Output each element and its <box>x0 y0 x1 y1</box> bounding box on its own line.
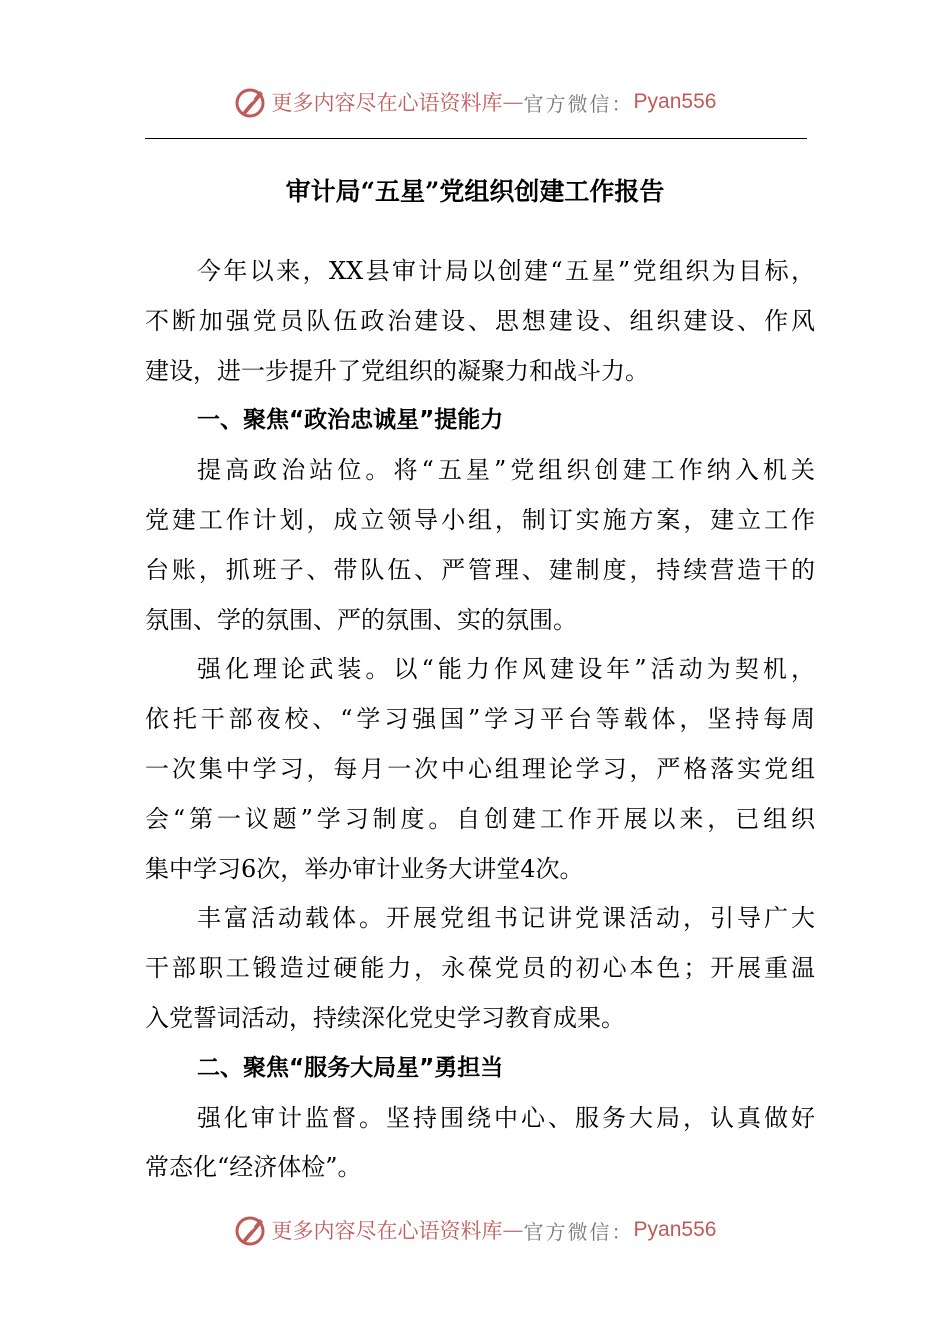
paragraph-line: 党建工作计划，成立领导小组，制订实施方案，建立工作 <box>145 505 815 534</box>
paragraph-line: 会“第一议题”学习制度。自创建工作开展以来，已组织 <box>145 804 815 833</box>
paragraph-line: 今年以来，XX县审计局以创建“五星”党组织为目标， <box>197 257 815 285</box>
paragraph-line: 常态化“经济体检”。 <box>145 1153 362 1182</box>
watermark-main-text: 更多内容尽在心语资料库 <box>271 91 503 115</box>
header-divider <box>145 138 807 139</box>
watermark-dash: — <box>502 90 524 114</box>
watermark-wechat-id: Pyan556 <box>633 1218 717 1241</box>
paragraph-line: 干部职工锻造过硬能力，永葆党员的初心本色；开展重温 <box>145 954 815 983</box>
section-heading: 一、聚焦“政治忠诚星”提能力 <box>197 407 504 434</box>
document-body <box>145 247 815 1193</box>
paragraph-line: 强化审计监督。坚持围绕中心、服务大局，认真做好 <box>197 1103 815 1132</box>
paragraph-line: 依托干部夜校、“学习强国”学习平台等载体，坚持每周 <box>145 705 815 734</box>
paragraph-line: 一次集中学习，每月一次中心组理论学习，严格落实党组 <box>145 754 815 783</box>
watermark-main-text: 更多内容尽在心语资料库 <box>271 1219 503 1243</box>
paragraph-line: 提高政治站位。将“五星”党组织创建工作纳入机关 <box>197 456 815 485</box>
paragraph-line: 集中学习6次，举办审计业务大讲堂4次。 <box>145 854 584 883</box>
paragraph-line: 入党誓词活动，持续深化党史学习教育成果。 <box>145 1003 625 1032</box>
paragraph-line: 强化理论武装。以“能力作风建设年”活动为契机， <box>197 655 815 684</box>
paragraph-line: 不断加强党员队伍政治建设、思想建设、组织建设、作风 <box>145 306 815 335</box>
paragraph-line: 建设，进一步提升了党组织的凝聚力和战斗力。 <box>145 356 649 385</box>
quill-pen-circle-icon <box>234 1213 268 1247</box>
watermark-official-label: 官方微信： <box>523 1219 634 1244</box>
section-heading: 二、聚焦“服务大局星”勇担当 <box>197 1054 504 1081</box>
document-title: 审计局“五星”党组织创建工作报告 <box>285 177 665 206</box>
header-watermark <box>0 82 950 122</box>
paragraph-line: 台账，抓班子、带队伍、严管理、建制度，持续营造干的 <box>145 555 815 584</box>
paragraph-line: 丰富活动载体。开展党组书记讲党课活动，引导广大 <box>197 904 815 933</box>
paragraph-line: 氛围、学的氛围、严的氛围、实的氛围。 <box>145 605 577 634</box>
watermark-dash: — <box>502 1218 524 1242</box>
footer-watermark <box>0 1210 950 1250</box>
quill-pen-circle-icon <box>234 85 268 119</box>
watermark-wechat-id: Pyan556 <box>633 90 717 113</box>
watermark-official-label: 官方微信： <box>523 91 634 116</box>
